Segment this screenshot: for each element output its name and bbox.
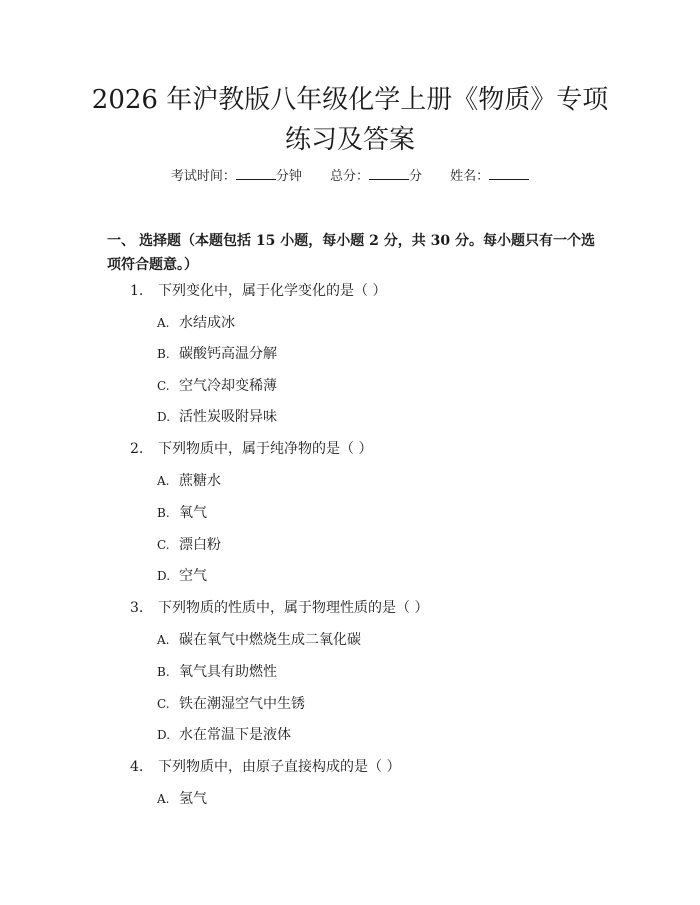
question-1-option-a	[157, 313, 235, 333]
question-number: 1.	[130, 283, 144, 299]
exam-time-field	[171, 167, 302, 187]
option-text: 蔗糖水	[179, 473, 221, 489]
question-2-option-a	[157, 471, 221, 491]
option-text: 空气冷却变稀薄	[179, 378, 277, 394]
question-1-option-b	[157, 344, 277, 364]
question-1	[130, 281, 386, 301]
option-letter: C.	[157, 697, 170, 711]
total-score-field	[330, 167, 422, 187]
question-2	[130, 439, 372, 459]
option-text: 氧气具有助燃性	[179, 664, 277, 680]
student-name-field	[450, 167, 529, 187]
total-score-blank	[369, 167, 409, 180]
option-letter: A.	[157, 316, 170, 330]
question-stem: 下列物质中，由原子直接构成的是（ ）	[158, 759, 401, 775]
question-2-option-d	[157, 566, 207, 586]
option-letter: C.	[157, 379, 170, 393]
option-text: 水结成冰	[179, 315, 235, 331]
question-1-option-d	[157, 407, 277, 427]
question-stem: 下列物质中，属于纯净物的是（ ）	[158, 441, 373, 457]
option-text: 氧气	[179, 505, 207, 521]
option-letter: A.	[157, 633, 170, 647]
option-letter: B.	[157, 665, 170, 679]
total-score-label: 总分：	[329, 169, 369, 184]
option-text: 活性炭吸附异味	[179, 409, 277, 425]
question-number: 4.	[130, 759, 144, 775]
option-letter: A.	[157, 474, 170, 488]
section-heading	[107, 229, 607, 277]
exam-time-blank	[236, 167, 276, 180]
question-number: 2.	[130, 441, 144, 457]
exam-time-label: 考试时间：	[170, 169, 236, 184]
question-number: 3.	[130, 600, 144, 616]
option-text: 碳在氧气中燃烧生成二氧化碳	[179, 632, 361, 648]
option-letter: B.	[157, 347, 170, 361]
question-stem: 下列物质的性质中，属于物理性质的是（ ）	[158, 600, 429, 616]
student-name-label: 姓名：	[450, 169, 490, 184]
document-title-line1: 2026 年沪教版八年级化学上册《物质》专项	[91, 85, 609, 115]
option-letter: D.	[157, 410, 171, 424]
option-letter: C.	[157, 538, 170, 552]
question-3	[130, 598, 428, 618]
question-3-option-b	[157, 662, 277, 682]
option-text: 铁在潮湿空气中生锈	[179, 696, 305, 712]
total-score-unit: 分	[409, 169, 423, 184]
question-stem: 下列变化中，属于化学变化的是（ ）	[158, 283, 387, 299]
exam-info-row	[0, 167, 700, 187]
option-text: 漂白粉	[179, 537, 221, 553]
option-letter: A.	[157, 792, 170, 806]
option-text: 氢气	[179, 791, 207, 807]
section-number: 一、	[107, 233, 135, 249]
question-2-option-c	[157, 535, 221, 555]
option-text: 空气	[179, 568, 207, 584]
question-3-option-a	[157, 630, 361, 650]
section-text: 选择题（本题包括 15 小题，每小题 2 分，共 30 分。每小题只有一个选项符合题意。）	[107, 233, 595, 273]
question-4-option-a	[157, 789, 207, 809]
question-3-option-c	[157, 694, 305, 714]
option-letter: D.	[157, 728, 171, 742]
option-letter: B.	[157, 506, 170, 520]
student-name-blank	[489, 167, 529, 180]
document-title-line2: 练习及答案	[284, 125, 415, 155]
option-letter: D.	[157, 569, 171, 583]
question-3-option-d	[157, 725, 291, 745]
question-2-option-b	[157, 503, 207, 523]
option-text: 碳酸钙高温分解	[179, 346, 277, 362]
option-text: 水在常温下是液体	[179, 727, 291, 743]
question-4	[130, 757, 400, 777]
exam-time-unit: 分钟	[275, 169, 302, 184]
question-1-option-c	[157, 376, 277, 396]
